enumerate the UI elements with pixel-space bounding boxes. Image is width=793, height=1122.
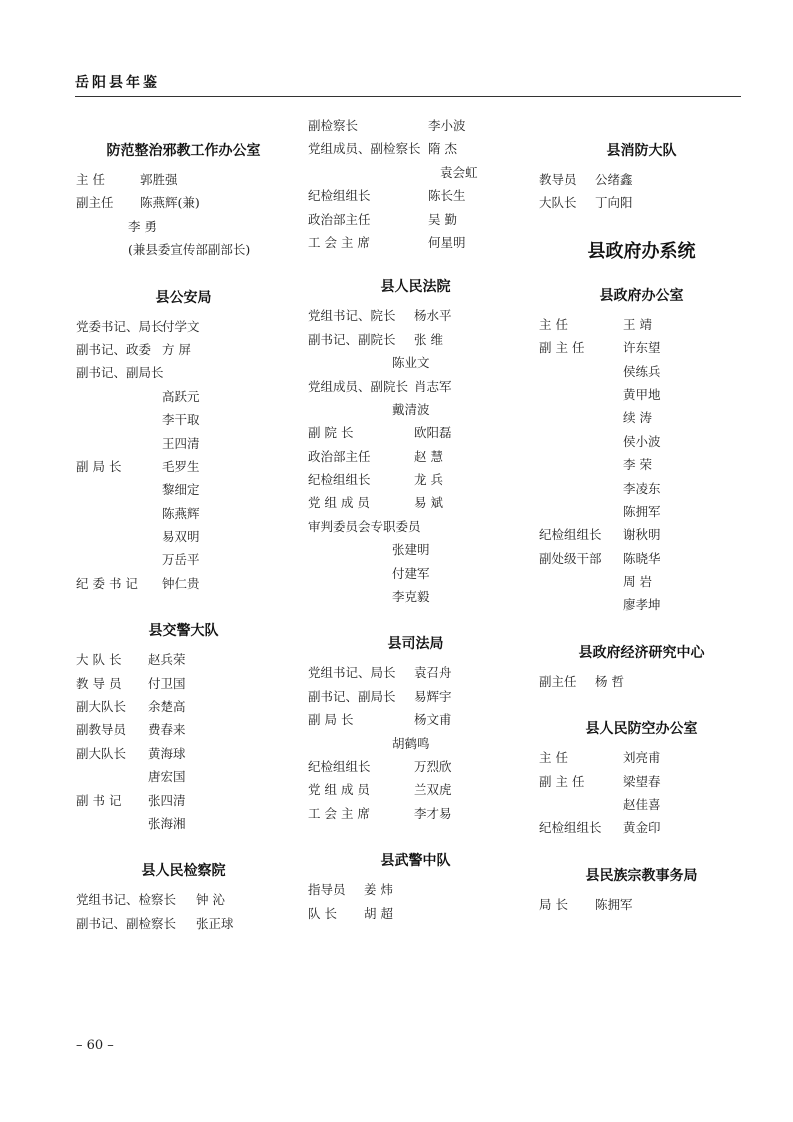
position-title: 副书记、副检察长	[76, 915, 177, 931]
section-title: 县人民防空办公室	[585, 721, 698, 738]
person-name: 隋 杰	[428, 141, 457, 157]
person-name: 易双明	[162, 529, 200, 545]
person-name: 赵佳喜	[623, 797, 661, 813]
position-title: 副主任	[539, 673, 577, 689]
personnel-row	[539, 313, 744, 336]
section-title: 县武警中队	[380, 853, 451, 870]
person-name: 何星明	[428, 234, 466, 250]
position-title: 纪检组组长	[308, 758, 371, 774]
person-name: 毛罗生	[162, 458, 200, 474]
position-title: 教 导 员	[76, 675, 122, 691]
personnel-row	[539, 816, 744, 839]
personnel-row	[76, 215, 291, 238]
person-name: 李 勇	[128, 218, 157, 234]
column-right	[539, 112, 744, 916]
personnel-row	[539, 547, 744, 570]
person-name: 付卫国	[148, 675, 186, 691]
person-name: 赵 慧	[414, 448, 443, 464]
position-title: 党委书记、局长	[76, 318, 164, 334]
personnel-row	[308, 778, 523, 801]
person-name: 刘亮甫	[623, 750, 661, 766]
person-name: 吴 勤	[428, 211, 457, 227]
person-name: 杨 哲	[595, 673, 624, 689]
person-name: 钟仁贵	[162, 575, 200, 591]
page-number: – 60 –	[76, 1038, 114, 1053]
personnel-row	[539, 593, 744, 616]
personnel-row	[539, 360, 744, 383]
section-title: 县交警大队	[148, 623, 219, 640]
person-name: 陈拥军	[595, 896, 633, 912]
personnel-row	[76, 168, 291, 191]
section-anti-cult-office	[76, 140, 291, 262]
personnel-row	[539, 500, 744, 523]
personnel-row	[308, 161, 523, 184]
person-name: 陈燕辉(兼)	[140, 195, 200, 211]
personnel-row	[308, 208, 523, 231]
personnel-row	[308, 184, 523, 207]
personnel-row	[76, 502, 291, 525]
personnel-row	[76, 548, 291, 571]
position-title: 副 局 长	[76, 458, 122, 474]
personnel-row	[308, 585, 523, 608]
personnel-row	[308, 421, 523, 444]
position-title: 副书记、副局长	[76, 365, 164, 381]
person-name: 侯小波	[623, 433, 661, 449]
section-justice-bureau	[308, 633, 523, 825]
personnel-row	[308, 231, 523, 254]
person-name: 唐宏国	[148, 769, 186, 785]
person-name: 兰双虎	[414, 782, 452, 798]
person-name: 李 荣	[623, 457, 652, 473]
person-name: 易 斌	[414, 495, 443, 511]
person-name: 黄海球	[148, 745, 186, 761]
person-name: 李克毅	[392, 589, 430, 605]
person-name: 黎细定	[162, 482, 200, 498]
person-name: 郭胜强	[140, 172, 178, 187]
personnel-row	[539, 383, 744, 406]
person-name: 陈长生	[428, 188, 466, 204]
section-government-office	[539, 285, 744, 617]
position-title: 队 长	[308, 905, 337, 921]
personnel-row	[539, 770, 744, 793]
position-title: 副书记、政委	[76, 341, 152, 357]
person-name: 张建明	[392, 542, 430, 558]
person-name: 肖志军	[414, 378, 452, 394]
position-title: 大队长	[539, 195, 577, 211]
personnel-row	[76, 478, 291, 501]
person-name: 钟 沁	[196, 892, 225, 908]
section-title: 县消防大队	[606, 143, 677, 159]
personnel-row	[76, 525, 291, 548]
position-title: 副 主 任	[539, 340, 585, 356]
person-name: (兼县委宣传部副部长)	[128, 242, 251, 258]
personnel-row	[308, 661, 523, 684]
person-name: 张海湘	[148, 815, 186, 831]
person-name: 许东望	[623, 340, 661, 356]
position-title: 党组书记、局长	[308, 665, 396, 681]
position-title: 工 会 主 席	[308, 234, 370, 250]
position-title: 主 任	[76, 172, 105, 187]
person-name: 袁会虹	[440, 164, 478, 180]
person-name: 梁望春	[623, 773, 661, 789]
personnel-row	[308, 685, 523, 708]
person-name: 丁向阳	[595, 195, 633, 211]
position-title: 副教导员	[76, 722, 127, 738]
personnel-row	[76, 888, 291, 911]
section-title: 县政府办公室	[599, 287, 684, 304]
personnel-row	[76, 765, 291, 788]
person-name: 胡鹤鸣	[392, 735, 430, 751]
position-title: 副 院 长	[308, 425, 354, 441]
personnel-row	[308, 538, 523, 561]
person-name: 公绪鑫	[595, 172, 633, 187]
position-title: 副大队长	[76, 745, 127, 761]
personnel-row	[539, 191, 744, 214]
position-title: 副大队长	[76, 699, 127, 715]
person-name: 易辉宇	[414, 688, 452, 704]
position-title: 党组书记、检察长	[76, 892, 177, 908]
person-name: 王 靖	[623, 316, 652, 332]
personnel-row	[308, 375, 523, 398]
position-title: 党组成员、副院长	[308, 378, 409, 394]
person-name: 黄金印	[623, 820, 661, 836]
personnel-row	[539, 746, 744, 769]
personnel-row	[76, 672, 291, 695]
person-name: 赵兵荣	[148, 652, 186, 668]
section-civil-air-defense-office	[539, 718, 744, 840]
personnel-row	[539, 570, 744, 593]
personnel-row	[308, 515, 523, 538]
section-economic-research-center	[539, 642, 744, 693]
position-title: 党 组 成 员	[308, 782, 370, 798]
person-name: 李小波	[428, 118, 466, 133]
personnel-row	[308, 137, 523, 160]
section-fire-brigade	[539, 140, 744, 215]
person-name: 万烈欣	[414, 758, 452, 774]
position-title: 党组成员、副检察长	[308, 141, 421, 157]
personnel-row	[308, 708, 523, 731]
personnel-row	[308, 755, 523, 778]
personnel-row	[76, 315, 291, 338]
section-title: 县政府经济研究中心	[578, 644, 705, 661]
person-name: 李干取	[162, 412, 200, 428]
section-procuratorate	[76, 860, 291, 935]
personnel-row	[308, 328, 523, 351]
section-public-security-bureau	[76, 287, 291, 596]
personnel-row	[539, 336, 744, 359]
personnel-row	[76, 718, 291, 741]
personnel-row	[76, 432, 291, 455]
person-name: 陈燕辉	[162, 505, 200, 521]
personnel-row	[308, 114, 523, 137]
person-name: 杨水平	[414, 308, 452, 324]
person-name: 胡 超	[364, 905, 393, 921]
position-title: 纪检组组长	[539, 527, 602, 543]
section-ethnic-religious-affairs-bureau	[539, 865, 744, 916]
personnel-row	[76, 812, 291, 835]
person-name: 廖孝坤	[623, 597, 661, 613]
position-title: 局 长	[539, 896, 568, 912]
position-title: 党 组 成 员	[308, 495, 370, 511]
person-name: 袁召舟	[414, 665, 452, 681]
position-title: 副 主 任	[539, 773, 585, 789]
section-title: 防范整治邪教工作办公室	[106, 143, 261, 159]
person-name: 欧阳磊	[414, 425, 452, 441]
personnel-row	[539, 430, 744, 453]
person-name: 费春来	[148, 722, 186, 738]
personnel-row	[76, 338, 291, 361]
personnel-row	[76, 385, 291, 408]
personnel-row	[76, 742, 291, 765]
running-header-title: 岳阳县年鉴	[75, 75, 160, 91]
personnel-row	[539, 168, 744, 191]
person-name: 黄甲地	[623, 386, 661, 402]
person-name: 王四清	[162, 435, 200, 451]
person-name: 龙 兵	[414, 472, 443, 488]
person-name: 谢秋明	[623, 527, 661, 543]
person-name: 陈晓华	[623, 550, 661, 566]
personnel-row	[308, 351, 523, 374]
person-name: 陈业文	[392, 355, 430, 371]
position-title: 党组书记、院长	[308, 308, 396, 324]
column-middle	[308, 112, 523, 925]
position-title: 副检察长	[308, 118, 359, 133]
personnel-row	[76, 912, 291, 935]
personnel-row	[308, 802, 523, 825]
person-name: 周 岩	[623, 574, 652, 590]
position-title: 纪 委 书 记	[76, 575, 138, 591]
person-name: 李凌东	[623, 480, 661, 496]
section-title: 县人民检察院	[141, 863, 226, 880]
person-name: 陈拥军	[623, 503, 661, 519]
section-title: 县人民法院	[380, 279, 451, 296]
section-armed-police-squadron	[308, 850, 523, 925]
personnel-row	[76, 572, 291, 595]
personnel-row	[308, 468, 523, 491]
section-title: 县司法局	[387, 636, 444, 653]
personnel-row	[76, 361, 291, 384]
personnel-row	[308, 491, 523, 514]
personnel-row	[308, 562, 523, 585]
person-name: 侯练兵	[623, 363, 661, 379]
person-name: 万岳平	[162, 552, 200, 568]
personnel-row	[539, 523, 744, 546]
person-name: 付建军	[392, 565, 430, 581]
person-name: 余楚高	[148, 699, 186, 715]
position-title: 纪检组组长	[308, 188, 371, 204]
personnel-row	[539, 477, 744, 500]
personnel-row	[539, 893, 744, 916]
section-procuratorate-continued	[308, 114, 523, 254]
person-name: 方 屏	[162, 341, 191, 357]
position-title: 纪检组组长	[308, 472, 371, 488]
personnel-row	[539, 793, 744, 816]
personnel-row	[539, 670, 744, 693]
personnel-row	[308, 398, 523, 421]
position-title: 副书记、副院长	[308, 331, 396, 347]
position-title: 政治部主任	[308, 448, 371, 464]
position-title: 主 任	[539, 750, 568, 766]
person-name: 张正球	[196, 915, 234, 931]
position-title: 政治部主任	[308, 211, 371, 227]
section-title: 县公安局	[155, 289, 212, 306]
position-title: 工 会 主 席	[308, 805, 370, 821]
person-name: 张四清	[148, 792, 186, 808]
personnel-row	[76, 191, 291, 214]
section-county-court	[308, 276, 523, 608]
position-title: 副 局 长	[308, 712, 354, 728]
position-title: 纪检组组长	[539, 820, 602, 836]
personnel-row	[539, 406, 744, 429]
position-title: 副主任	[76, 195, 114, 211]
position-title: 副书记、副局长	[308, 688, 396, 704]
personnel-row	[308, 445, 523, 468]
header-rule	[75, 96, 741, 97]
person-name: 杨文甫	[414, 712, 452, 728]
position-title: 副 书 记	[76, 792, 122, 808]
position-title: 大 队 长	[76, 652, 122, 668]
personnel-row	[76, 408, 291, 431]
column-left	[76, 112, 291, 935]
person-name: 高跃元	[162, 388, 200, 404]
personnel-row	[539, 453, 744, 476]
person-name: 续 涛	[623, 410, 652, 426]
personnel-row	[308, 878, 523, 901]
position-title: 副处级干部	[539, 550, 602, 566]
position-title: 教导员	[539, 172, 577, 187]
personnel-row	[76, 648, 291, 671]
government-office-system-title: 县政府办系统	[587, 240, 696, 262]
position-title: 主 任	[539, 316, 568, 332]
section-traffic-police-brigade	[76, 620, 291, 835]
person-name: 姜 炜	[364, 882, 393, 898]
person-name: 戴清波	[392, 401, 430, 417]
person-name: 付学文	[162, 318, 200, 334]
personnel-row	[76, 789, 291, 812]
personnel-row	[76, 695, 291, 718]
personnel-row	[76, 238, 291, 261]
position-title: 审判委员会专职委员	[308, 518, 421, 534]
person-name: 李才易	[414, 805, 452, 821]
personnel-row	[308, 902, 523, 925]
position-title: 指导员	[308, 882, 346, 898]
person-name: 张 维	[414, 331, 443, 347]
personnel-row	[308, 304, 523, 327]
personnel-row	[76, 455, 291, 478]
personnel-row	[308, 732, 523, 755]
section-title: 县民族宗教事务局	[585, 867, 698, 884]
